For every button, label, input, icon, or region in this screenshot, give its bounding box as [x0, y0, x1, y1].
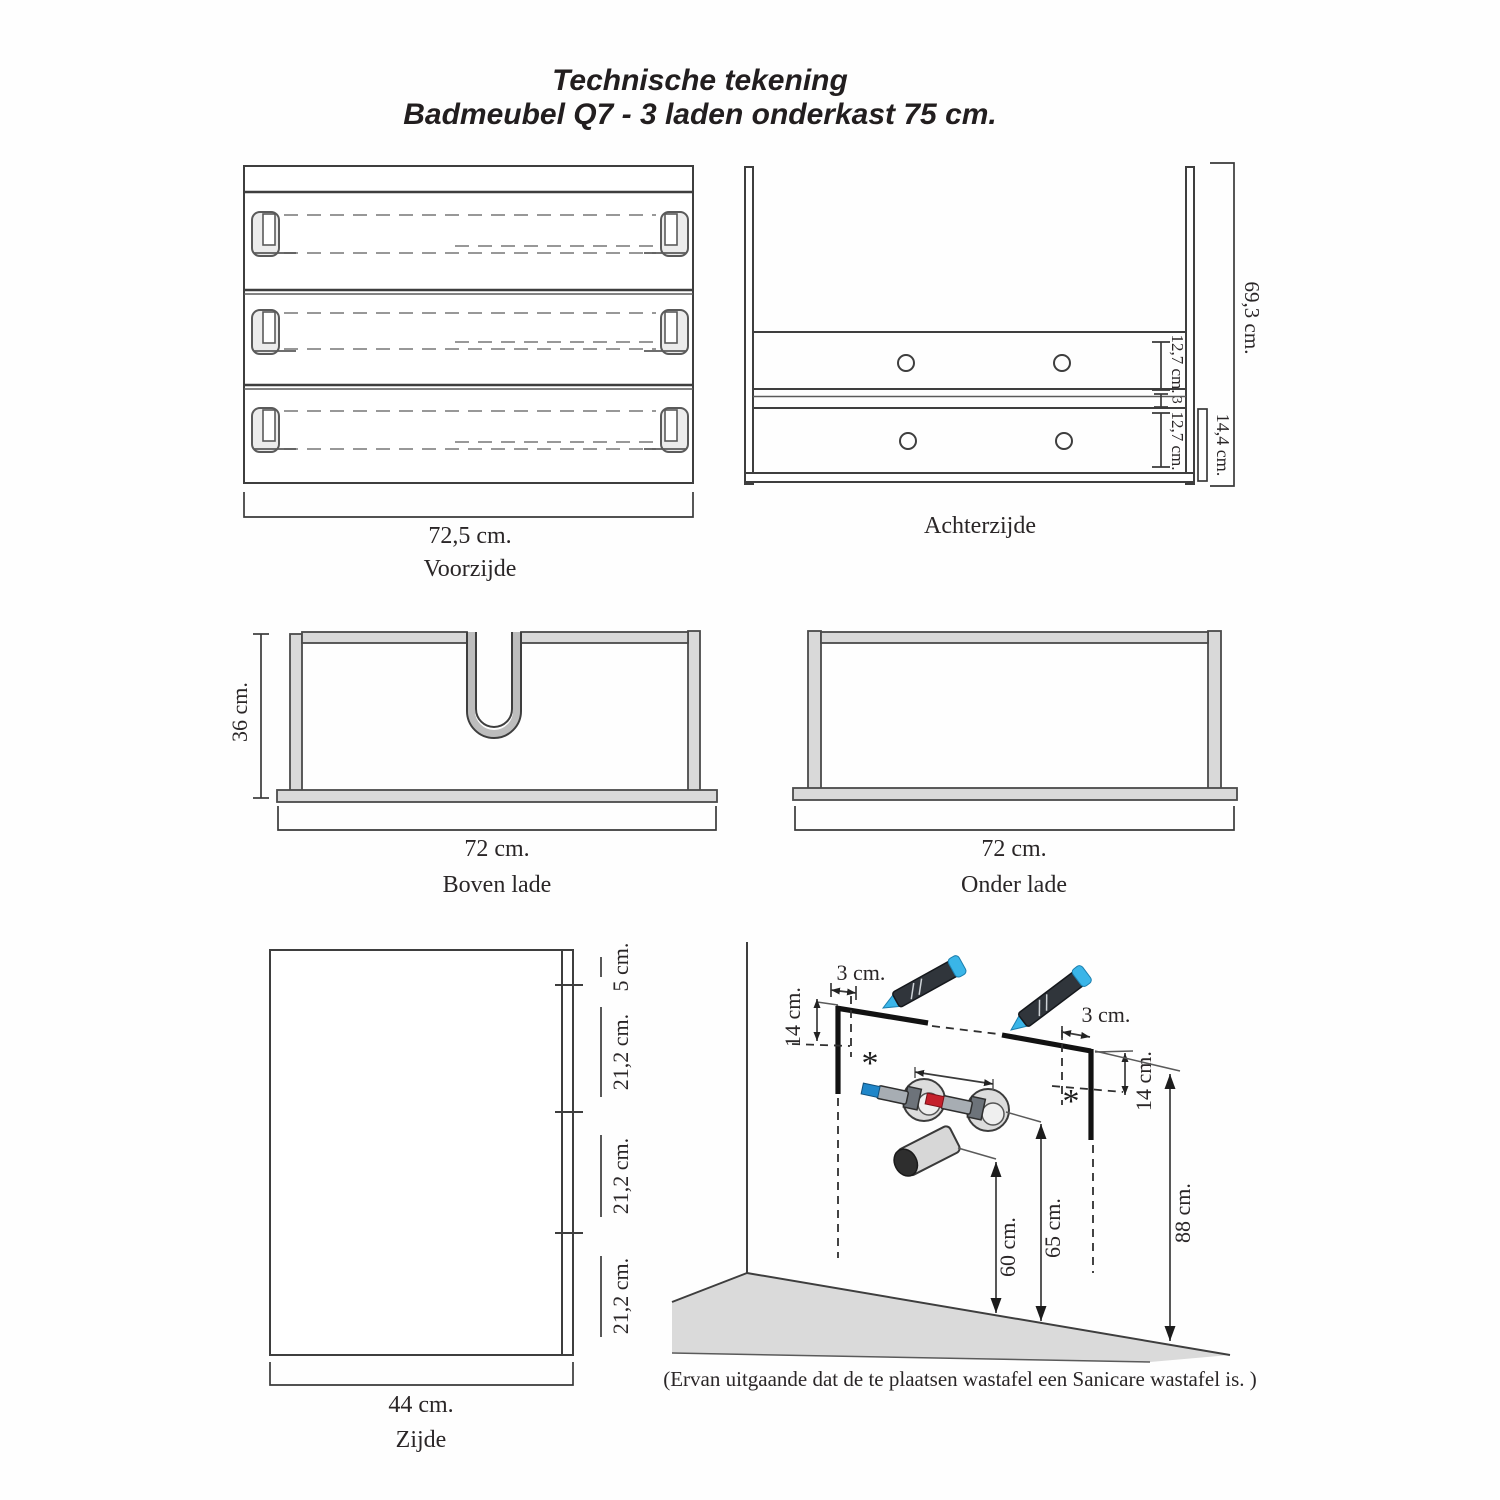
drain-height-dimension [958, 1148, 1020, 1313]
left-rail [290, 634, 302, 792]
segment-dim-text: 21,2 cm. [608, 1137, 634, 1215]
title-line-2: Badmeubel Q7 - 3 laden onderkast 75 cm. [403, 98, 997, 131]
valve-height-dimension [1006, 1112, 1065, 1321]
back-panel [821, 632, 1208, 643]
boven-lade-width-dim: 72 cm. [464, 836, 530, 862]
drop-left-dimension [780, 987, 838, 1047]
valve-height-text: 65 cm. [1040, 1198, 1066, 1258]
view-installatie [663, 942, 1257, 1391]
right-rail [1208, 631, 1221, 792]
floor [672, 1273, 1230, 1362]
onder-lade-label: Onder lade [961, 872, 1067, 898]
view-onder-lade [793, 631, 1237, 898]
segment-dim-text: 21,2 cm. [608, 1257, 634, 1335]
width-dimension-bracket [244, 492, 693, 517]
drop-right-text: 14 cm. [1131, 1051, 1157, 1111]
title-line-1: Technische tekening [552, 64, 848, 97]
onder-lade-width-dim: 72 cm. [981, 836, 1047, 862]
segment-dim-text: 5 cm. [608, 942, 634, 992]
width-dimension-bracket [795, 806, 1234, 830]
back-panel-right [521, 632, 688, 643]
zijde-width-dim: 44 cm. [388, 1392, 454, 1418]
lower-hole-dimension [1152, 411, 1187, 470]
asterisk-marker: * [861, 1045, 879, 1082]
view-voorzijde [244, 166, 693, 582]
right-rail [688, 631, 700, 792]
drawer-bottom [277, 790, 717, 802]
plinth-dimension [1198, 409, 1233, 481]
drawing-title [403, 64, 997, 131]
bottom-panel [745, 473, 1194, 482]
voorzijde-width-dim: 72,5 cm. [428, 523, 512, 549]
mounting-hole [1056, 433, 1072, 449]
depth-dimension [227, 634, 269, 798]
asterisk-marker: * [1062, 1083, 1080, 1120]
drain-height-text: 60 cm. [995, 1217, 1021, 1277]
width-dimension-bracket [278, 806, 716, 830]
total-height-text: 88 cm. [1170, 1183, 1196, 1243]
cabinet-outline [244, 166, 693, 483]
gap-dim-text: 3 [1168, 396, 1185, 404]
pen-icon [1004, 964, 1093, 1038]
left-rail [808, 631, 821, 792]
drop-right-dimension [1095, 1051, 1156, 1111]
left-side-panel [745, 167, 753, 484]
lower-hole-dim-text: 12,7 cm. [1168, 411, 1188, 471]
drawer-bottom [793, 788, 1237, 800]
offset-left-text: 3 cm. [836, 960, 886, 985]
width-dimension-bracket [270, 1362, 573, 1385]
view-achterzijde [745, 163, 1264, 539]
plinth-dim-text: 14,4 cm. [1212, 413, 1233, 477]
mounting-hole [1054, 355, 1070, 371]
zijde-label: Zijde [395, 1427, 447, 1453]
segment-dimensions [601, 943, 633, 1337]
voorzijde-label: Voorzijde [423, 556, 517, 582]
pen-icon [878, 954, 968, 1016]
installatie-caption: (Ervan uitgaande dat de te plaatsen wastafel een Sanicare wastafel is. ) [663, 1367, 1257, 1391]
segment-dim-text: 21,2 cm. [608, 1013, 634, 1091]
achterzijde-label: Achterzijde [924, 513, 1036, 539]
offset-right-text: 3 cm. [1081, 1002, 1131, 1027]
back-panel-left [302, 632, 467, 643]
upper-hole-dimension [1152, 334, 1187, 393]
boven-lade-label: Boven lade [442, 872, 552, 898]
drain-pipe-icon [889, 1125, 961, 1181]
u-cutout [467, 632, 521, 738]
mounting-hole [900, 433, 916, 449]
view-zijde [270, 943, 633, 1453]
view-boven-lade [227, 631, 717, 898]
offset-left-dimension [831, 960, 885, 1000]
side-panel-outline [270, 950, 573, 1355]
dashed-guides [792, 996, 1123, 1273]
offset-right-dimension [1062, 1002, 1130, 1040]
total-height-dim-text: 69,3 cm. [1240, 281, 1265, 355]
mounting-hole [898, 355, 914, 371]
upper-hole-dim-text: 12,7 cm. [1168, 334, 1188, 394]
drop-left-text: 14 cm. [780, 987, 806, 1047]
boven-lade-depth-dim: 36 cm. [227, 682, 253, 742]
